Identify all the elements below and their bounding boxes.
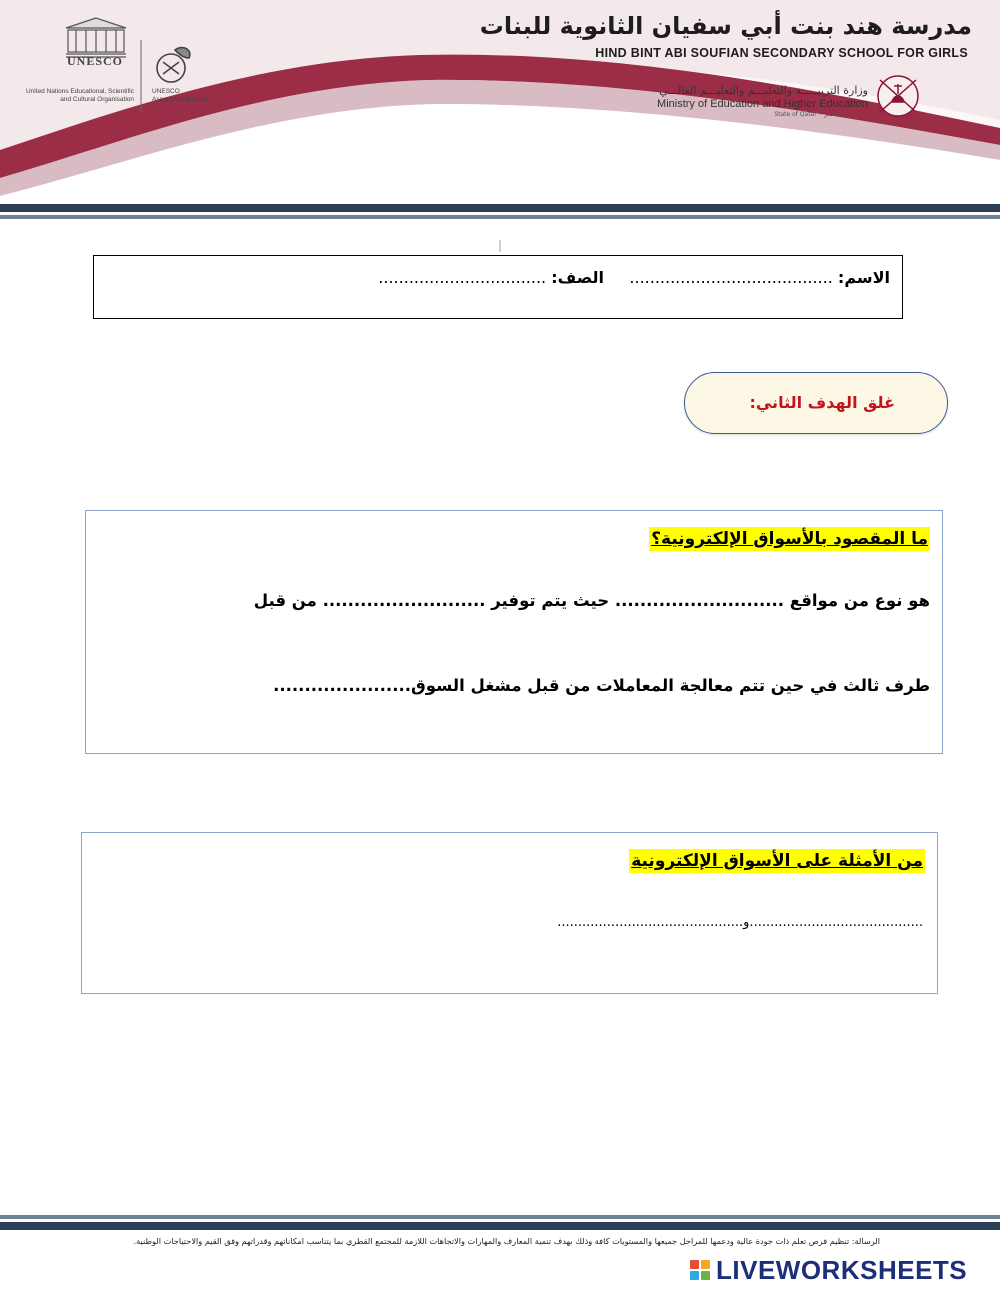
school-name-arabic: مدرسة هند بنت أبي سفيان الثانوية للبنات <box>479 12 972 40</box>
question2-box <box>81 832 938 994</box>
class-field[interactable]: ................................. <box>378 268 547 287</box>
liveworksheets-wordmark: LIVEWORKSHEETS <box>716 1255 968 1285</box>
objective-label: غلق الهدف الثاني: <box>749 393 895 412</box>
question1-box <box>85 510 943 754</box>
unesco-logo: UNESCO <box>66 54 123 68</box>
question1-line2: طرف ثالث في حين تتم معالجة المعاملات من قبل مشغل السوق...................... <box>273 676 930 695</box>
liveworksheets-logo-icon <box>690 1260 712 1282</box>
name-label: الاسم: <box>837 268 890 287</box>
ministry-name-arabic: وزارة التربيـــــة والتعليـــم والتعليـــم العالـــي <box>659 84 868 97</box>
name-field[interactable]: ........................................ <box>629 268 833 287</box>
liveworksheets-brand[interactable] <box>690 1254 990 1286</box>
class-label: الصف: <box>551 268 604 287</box>
student-info-box <box>93 255 903 319</box>
school-name-english: HIND BINT ABI SOUFIAN SECONDARY SCHOOL FOR GIRLS <box>595 46 968 60</box>
question1-title: ما المقصود بالأسواق الإلكترونية؟ <box>651 529 928 549</box>
question2-answer-field[interactable]: ..........................................و............................................. <box>557 915 923 930</box>
bottom-divider <box>0 1215 1000 1230</box>
question2-title: من الأمثلة على الأسواق الإلكترونية <box>631 851 923 871</box>
unesco-caption: United Nations Educational, Scientific and Cultural Organisation <box>25 88 134 103</box>
cursor-mark <box>499 240 501 252</box>
state-label: State of Qatar • دولــــة قطـــر <box>774 111 860 118</box>
ministry-name-english: Ministry of Education and Higher Education <box>657 98 868 110</box>
top-divider <box>0 204 1000 219</box>
associated-schools-caption: UNESCO Associated Schools <box>152 88 209 103</box>
mission-statement: الرسالة: تنظيم فرص تعلم ذات جودة عالية ودعمها للمراحل جميعها والمستويات كافة وذلك بهدف تنمية المعارف والمهارات والاتجاهات اللازمة للمجتمع القطري بما يتناسب امكاناتهم وقدراتهم وفق القيم والاحتياجات الوطنية. <box>133 1236 880 1246</box>
objective-pill <box>684 372 948 434</box>
student-info-line <box>378 268 890 287</box>
question1-line1: هو نوع من مواقع ........................... حيث يتم توفير .......................... من قبل <box>253 591 930 610</box>
page-header <box>0 0 1000 200</box>
